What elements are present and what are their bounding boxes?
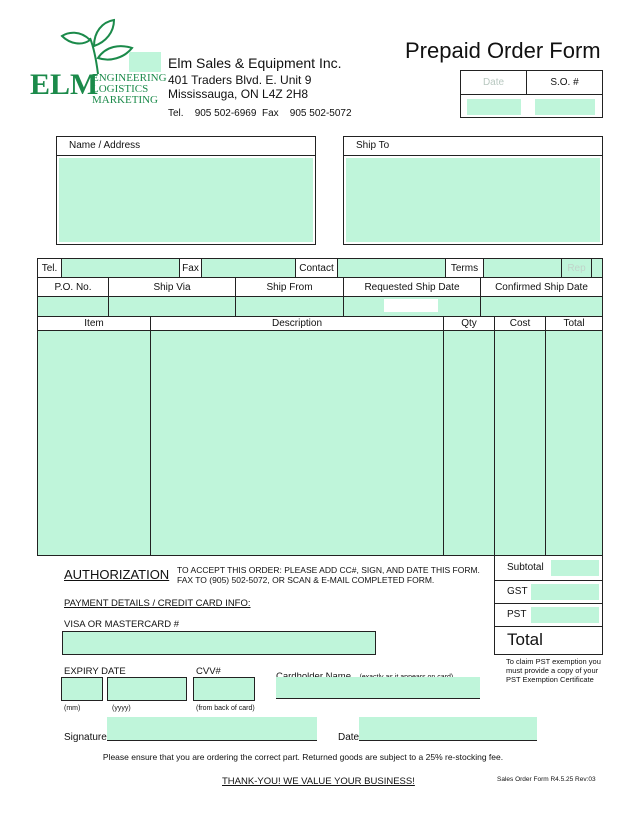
item-table bbox=[37, 316, 603, 556]
form-revision: Sales Order Form R4.5.25 Rev:03 bbox=[497, 776, 596, 783]
po-number-header: P.O. No. bbox=[38, 278, 109, 297]
total-label: Total bbox=[507, 630, 543, 649]
signature-label: Signature bbox=[64, 732, 107, 743]
mm-hint: (mm) bbox=[64, 705, 81, 712]
pst-label: PST bbox=[507, 609, 527, 620]
subtotal-field[interactable] bbox=[551, 560, 599, 576]
requested-ship-date-header: Requested Ship Date bbox=[344, 278, 481, 297]
pst-field[interactable] bbox=[531, 607, 599, 623]
ship-to-box bbox=[343, 136, 603, 245]
rep-field[interactable] bbox=[592, 259, 602, 277]
ship-to-field[interactable] bbox=[346, 158, 600, 242]
authorization-line-1: TO ACCEPT THIS ORDER: PLEASE ADD CC#, SIGN, AND DATE THIS FORM. bbox=[177, 565, 480, 575]
company-name: Elm Sales & Equipment Inc. bbox=[168, 55, 342, 71]
item-header: Item bbox=[38, 317, 151, 331]
cvv-field[interactable] bbox=[193, 677, 255, 701]
name-address-box bbox=[56, 136, 316, 245]
ship-via-header: Ship Via bbox=[109, 278, 236, 297]
cvv-hint: (from back of card) bbox=[196, 705, 255, 712]
item-column-field[interactable] bbox=[38, 331, 151, 555]
ship-to-label: Ship To bbox=[344, 137, 602, 156]
tel-field[interactable] bbox=[62, 259, 180, 277]
logo-wordmark: ELM bbox=[30, 68, 99, 101]
qty-header: Qty bbox=[444, 317, 495, 331]
terms-label: Terms bbox=[446, 259, 484, 277]
terms-field[interactable] bbox=[484, 259, 562, 277]
gst-field[interactable] bbox=[531, 584, 599, 600]
expiry-label: EXPIRY DATE bbox=[64, 666, 126, 677]
name-address-field[interactable] bbox=[59, 158, 313, 242]
card-number-label: VISA OR MASTERCARD # bbox=[64, 619, 180, 630]
total-column-field[interactable] bbox=[546, 331, 602, 555]
gst-label: GST bbox=[507, 586, 528, 597]
date-header: Date bbox=[461, 71, 527, 95]
company-address-2: Mississauga, ON L4Z 2H8 bbox=[168, 87, 309, 101]
date-so-box bbox=[460, 70, 603, 118]
signature-field[interactable] bbox=[107, 717, 317, 741]
ship-via-field[interactable] bbox=[109, 297, 236, 316]
cardholder-name-field[interactable] bbox=[276, 677, 480, 699]
po-number-field[interactable] bbox=[38, 297, 109, 316]
confirmed-ship-date-header: Confirmed Ship Date bbox=[481, 278, 602, 297]
ship-from-field[interactable] bbox=[236, 297, 344, 316]
yyyy-hint: (yyyy) bbox=[112, 705, 131, 712]
logo-line: ENGINEERING bbox=[92, 72, 167, 84]
restocking-notice: Please ensure that you are ordering the correct part. Returned goods are subject to a 25% re-stocking fee. bbox=[102, 752, 504, 762]
tel-row-label: Tel. bbox=[38, 259, 62, 277]
total-header: Total bbox=[546, 317, 602, 331]
logo-line: LOGISTICS bbox=[92, 83, 149, 95]
so-number-field[interactable] bbox=[535, 99, 595, 115]
fax-field[interactable] bbox=[202, 259, 296, 277]
form-title: Prepaid Order Form bbox=[405, 38, 601, 63]
contact-field[interactable] bbox=[338, 259, 446, 277]
rep-label: Rep bbox=[562, 259, 592, 277]
thank-you-message: THANK-YOU! WE VALUE YOUR BUSINESS! bbox=[222, 776, 415, 787]
cvv-label: CVV# bbox=[196, 666, 221, 677]
contact-row bbox=[37, 258, 603, 278]
company-tel: 905 502-6969 bbox=[194, 108, 257, 119]
signature-date-field[interactable] bbox=[359, 717, 537, 741]
cost-column-field[interactable] bbox=[495, 331, 546, 555]
company-address-1: 401 Traders Blvd. E. Unit 9 bbox=[168, 73, 312, 87]
fax-row-label: Fax bbox=[180, 259, 202, 277]
name-address-label: Name / Address bbox=[57, 137, 315, 156]
payment-heading: PAYMENT DETAILS / CREDIT CARD INFO: bbox=[64, 598, 251, 609]
qty-column-field[interactable] bbox=[444, 331, 495, 555]
shipping-table bbox=[37, 277, 603, 317]
description-column-field[interactable] bbox=[151, 331, 444, 555]
so-header: S.O. # bbox=[527, 71, 602, 95]
cost-header: Cost bbox=[495, 317, 546, 331]
totals-box bbox=[494, 555, 603, 655]
card-number-field[interactable] bbox=[62, 631, 376, 655]
logo-line: MARKETING bbox=[92, 94, 158, 106]
date-field[interactable] bbox=[467, 99, 521, 115]
confirmed-ship-date-field[interactable] bbox=[481, 297, 602, 316]
expiry-year-field[interactable] bbox=[107, 677, 187, 701]
tel-label: Tel. bbox=[168, 108, 184, 119]
authorization-title: AUTHORIZATION bbox=[64, 567, 170, 582]
fax-label: Fax bbox=[262, 108, 279, 119]
company-fax: 905 502-5072 bbox=[289, 108, 352, 119]
description-header: Description bbox=[151, 317, 444, 331]
authorization-line-2: FAX TO (905) 502-5072, OR SCAN & E-MAIL COMPLETED FORM. bbox=[177, 575, 435, 585]
subtotal-label: Subtotal bbox=[507, 562, 544, 573]
requested-ship-date-field[interactable] bbox=[344, 297, 481, 316]
contact-label: Contact bbox=[296, 259, 338, 277]
logo-placeholder-field[interactable] bbox=[129, 52, 161, 72]
signature-date-label: Date bbox=[338, 732, 360, 743]
ship-from-header: Ship From bbox=[236, 278, 344, 297]
pst-exemption-note: To claim PST exemption you must provide a copy of your PST Exemption Certificate bbox=[506, 657, 601, 684]
expiry-month-field[interactable] bbox=[61, 677, 103, 701]
